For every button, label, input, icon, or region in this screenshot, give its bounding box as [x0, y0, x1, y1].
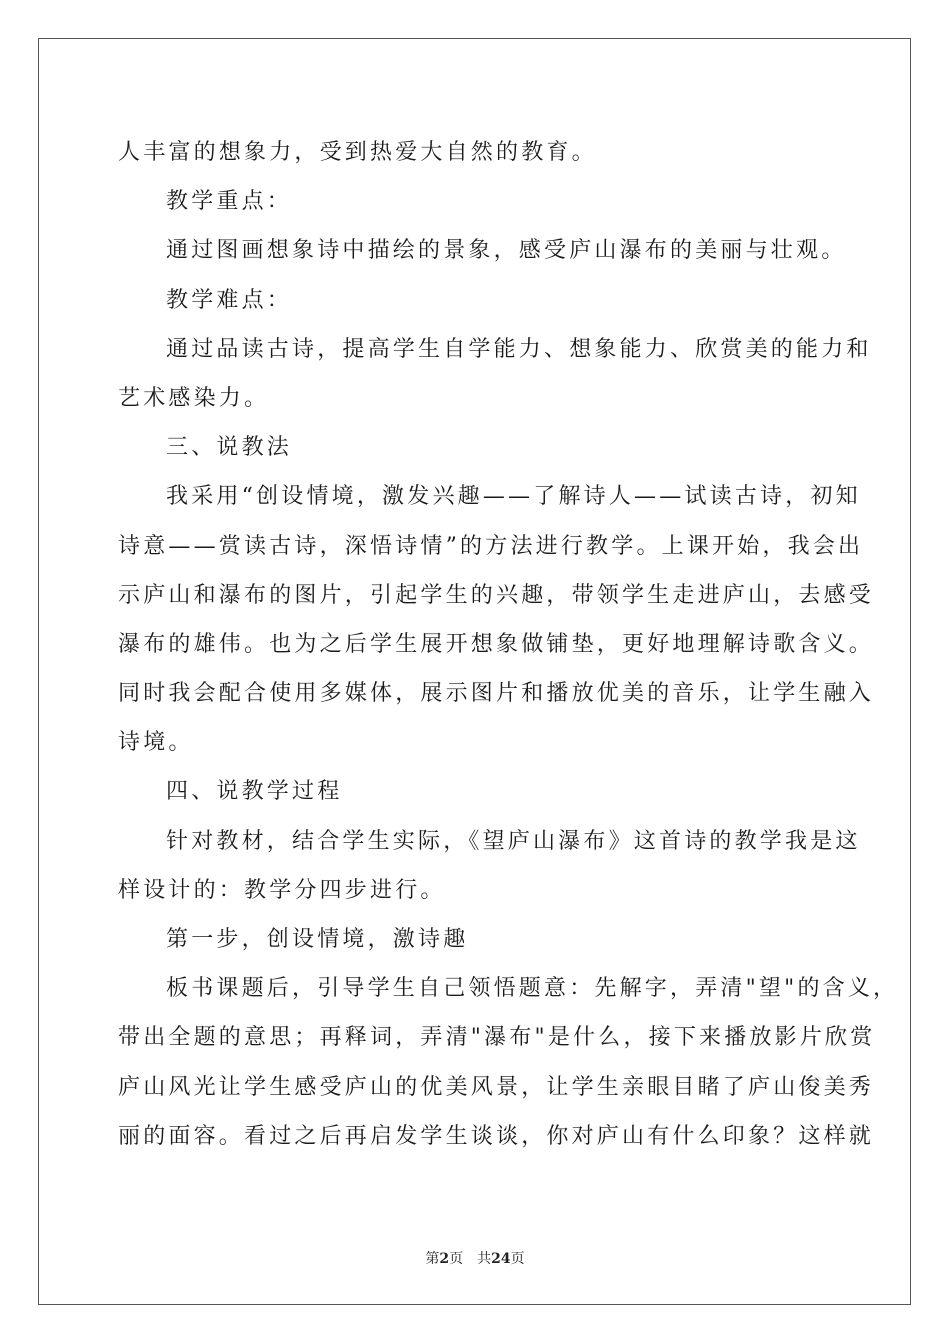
total-suffix: 页 [510, 1251, 525, 1267]
document-body [118, 128, 899, 1161]
text-line-20: 庐山风光让学生感受庐山的优美风景，让学生亲眼目睹了庐山俊美秀 [118, 1074, 875, 1100]
heading-teaching-difficulty: 教学难点： [166, 287, 293, 313]
step-heading-1: 第一步，创设情境，激诗趣 [166, 927, 469, 952]
text-line-19: 带出全题的意思；再释词，弄清"瀑布"是什么，接下来播放影片欣赏 [118, 1025, 876, 1051]
text-line-6: 艺术感染力。 [118, 385, 270, 411]
text-line-8: 我采用“创设情境，激发兴趣——了解诗人——试读古诗，初知 [166, 484, 861, 510]
text-line-18: 板书课题后，引导学生自己领悟题意：先解字，弄清"望"的含义， [166, 976, 899, 1002]
text-line-11: 瀑布的雄伟。也为之后学生展开想象做铺垫，更好地理解诗歌含义。 [118, 631, 875, 657]
text-line-9: 诗意——赏读古诗，深悟诗情”的方法进行教学。上课开始，我会出 [118, 533, 864, 559]
section-heading-3: 三、说教法 [166, 435, 293, 461]
text-line-1: 人丰富的想象力，受到热爱大自然的教育。 [118, 140, 597, 165]
text-line-3: 通过图画想象诗中描绘的景象，感受庐山瀑布的美丽与壮观。 [166, 238, 847, 264]
page-footer [0, 1248, 950, 1268]
total-prefix: 共 [477, 1251, 492, 1267]
section-heading-4: 四、说教学过程 [166, 779, 343, 805]
text-line-10: 示庐山和瀑布的图片，引起学生的兴趣，带领学生走进庐山，去感受 [118, 582, 875, 608]
text-line-15: 针对教材，结合学生实际，《望庐山瀑布》这首诗的教学我是这 [166, 828, 861, 854]
page-suffix: 页 [449, 1251, 464, 1267]
text-line-13: 诗境。 [118, 730, 194, 756]
page-prefix: 第 [425, 1251, 440, 1267]
heading-teaching-focus: 教学重点： [166, 189, 293, 215]
current-page-number: 2 [439, 1251, 450, 1267]
text-line-21: 丽的面容。看过之后再启发学生谈谈，你对庐山有什么印象？这样就 [118, 1123, 875, 1149]
total-pages-number: 24 [491, 1251, 511, 1267]
text-line-12: 同时我会配合使用多媒体，展示图片和播放优美的音乐，让学生融入 [118, 681, 875, 707]
text-line-16: 样设计的：教学分四步进行。 [118, 877, 446, 903]
text-line-5: 通过品读古诗，提高学生自学能力、想象能力、欣赏美的能力和 [166, 336, 872, 362]
